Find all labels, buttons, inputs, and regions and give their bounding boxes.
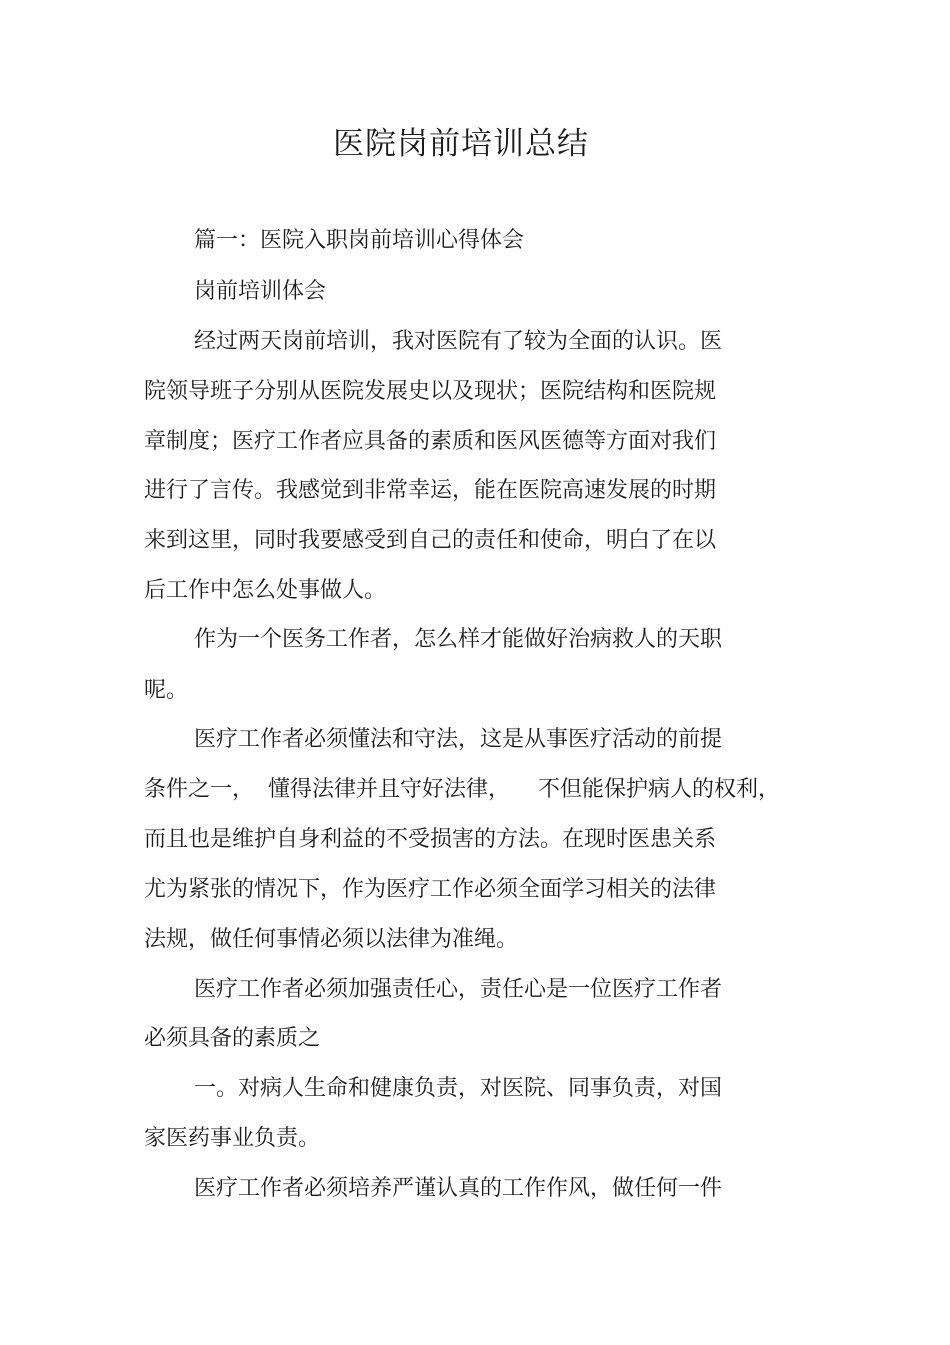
paragraph-line: 后工作中怎么处事做人。 <box>144 578 387 603</box>
page-title: 医院岗前培训总结 <box>333 126 589 162</box>
paragraph-line: 法规，做任何事情必须以法律为准绳。 <box>144 927 519 952</box>
paragraph-line: 必须具备的素质之 <box>144 1026 321 1051</box>
paragraph-line: 呢。 <box>144 678 189 703</box>
paragraph-line: 进行了言传。我感觉到非常幸运，能在医院高速发展的时期 <box>144 478 717 503</box>
paragraph-line: 条件之一， 懂得法律并且守好法律， 不但能保护病人的权利， <box>144 777 780 802</box>
paragraph-line: 尤为紧张的情况下，作为医疗工作必须全面学习相关的法律 <box>144 877 717 902</box>
paragraph-line: 医疗工作者必须加强责任心，责任心是一位医疗工作者 <box>194 977 723 1002</box>
section-heading: 篇一：医院入职岗前培训心得体会 <box>194 228 525 253</box>
paragraph-line: 来到这里，同时我要感受到自己的责任和使命，明白了在以 <box>144 528 717 553</box>
paragraph-line: 作为一个医务工作者，怎么样才能做好治病救人的天职 <box>194 627 723 652</box>
subheading: 岗前培训体会 <box>194 279 327 304</box>
paragraph-line: 章制度；医疗工作者应具备的素质和医风医德等方面对我们 <box>144 429 717 454</box>
paragraph-line: 医疗工作者必须懂法和守法，这是从事医疗活动的前提 <box>194 727 723 752</box>
paragraph-line: 一。对病人生命和健康负责，对医院、同事负责，对国 <box>194 1076 723 1101</box>
paragraph-line: 医疗工作者必须培养严谨认真的工作作风，做任何一件 <box>194 1176 723 1201</box>
paragraph-line: 经过两天岗前培训，我对医院有了较为全面的认识。医 <box>194 329 723 354</box>
paragraph-line: 家医药事业负责。 <box>144 1126 321 1151</box>
paragraph-line: 而且也是维护自身利益的不受损害的方法。在现时医患关系 <box>144 827 717 852</box>
paragraph-line: 院领导班子分别从医院发展史以及现状；医院结构和医院规 <box>144 379 717 404</box>
